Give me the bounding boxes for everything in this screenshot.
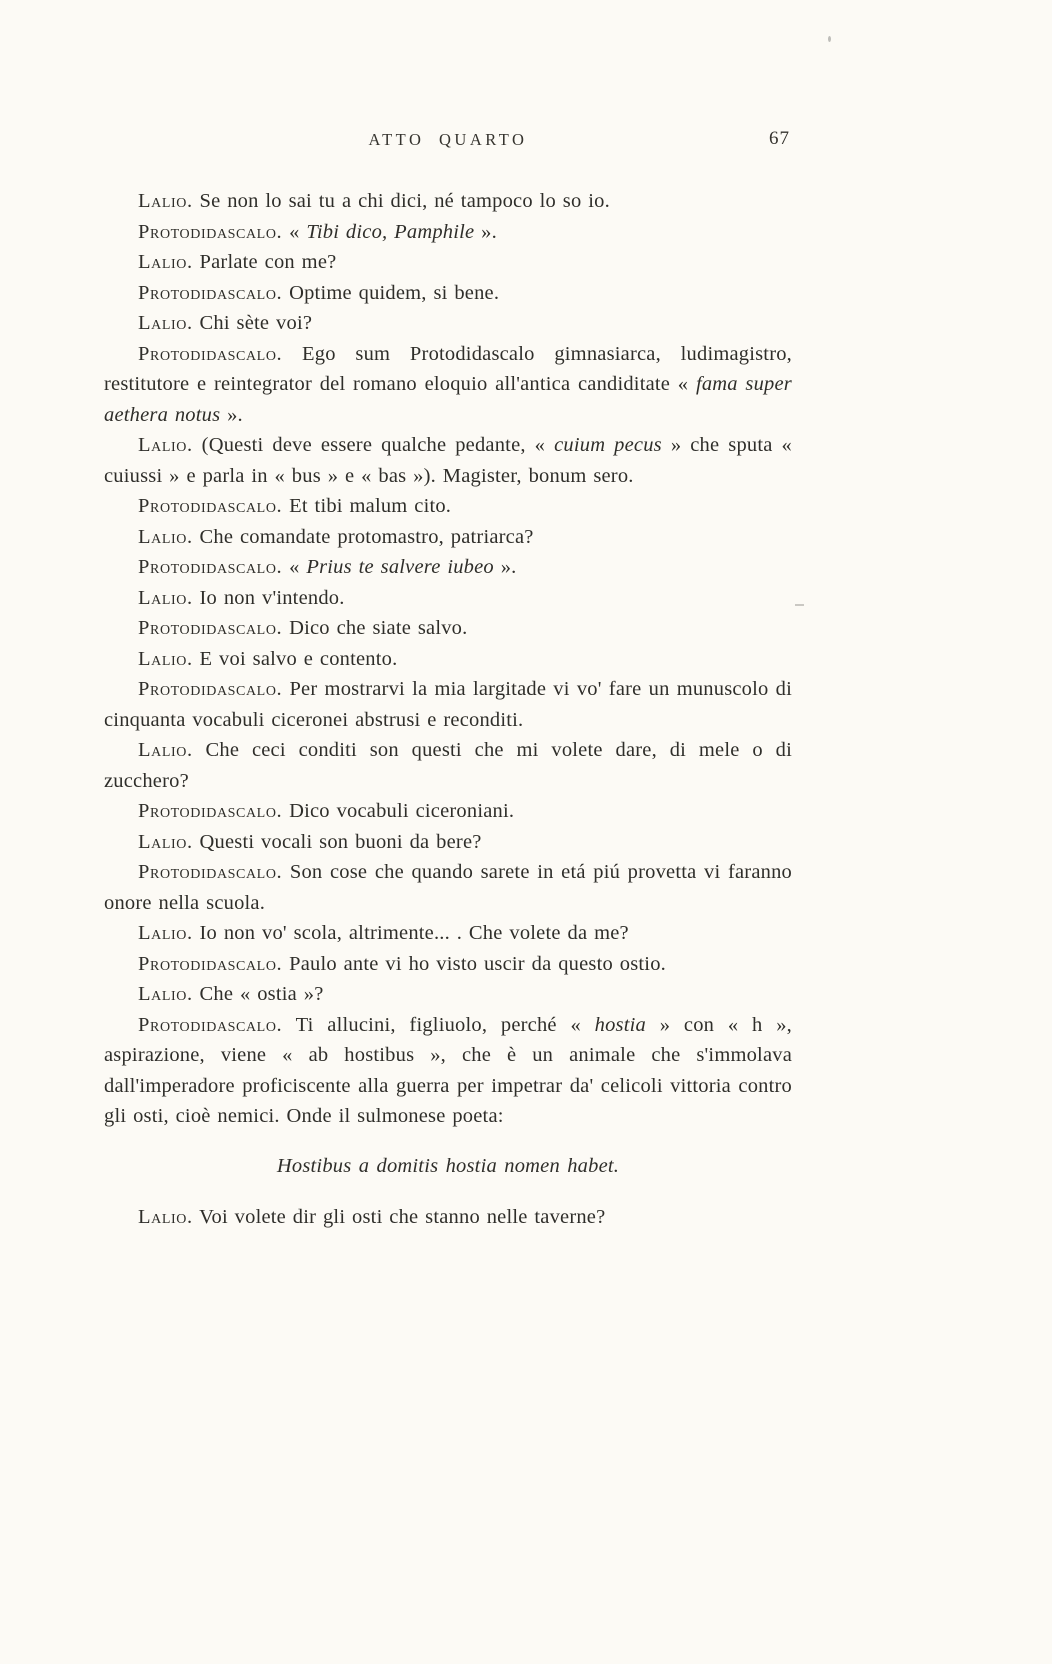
speaker-name: Lalio. <box>138 983 193 1005</box>
page-header <box>104 130 792 156</box>
dialogue-text: » con « h », aspirazione, viene « ab hostibus », che è un animale che s'immolava dall'imperadore proficiscente alla guerra per impetrar da' celicoli vittoria contro gli osti, cioè nemici. Onde il sulmonese poeta: <box>104 1013 793 1127</box>
speaker-name: Lalio. <box>138 830 193 853</box>
dialogue-text: Son cose che quando sarete in etá piú provetta vi faranno onore nella scuola. <box>104 861 792 914</box>
speaker-name: Protodidascalo. <box>138 342 283 365</box>
dialogue-paragraph <box>104 522 792 553</box>
speaker-name: Lalio. <box>138 251 193 273</box>
speaker-name: Protodidascalo. <box>138 800 283 822</box>
speaker-name: Protodidascalo. <box>138 220 283 243</box>
speaker-name: Lalio. <box>138 739 193 761</box>
dialogue-paragraph <box>104 430 792 491</box>
dialogue-paragraph <box>104 979 792 1010</box>
dialogue-paragraph <box>104 583 792 614</box>
running-title: ATTO QUARTO <box>368 130 528 149</box>
dialogue-text: Ego sum Protodidascalo gimnasiarca, ludimagistro, restitutore e reintegrator del romano eloquio all'antica candiditate « <box>104 342 792 395</box>
speaker-name: Lalio. <box>138 1206 193 1228</box>
dialogue-paragraph <box>104 674 792 735</box>
latin-quote: Tibi dico, Pamphile <box>306 220 475 243</box>
dialogue-text: » che sputa « cuiussi » e parla in « bus » e « bas »). Magister, bonum sero. <box>104 434 792 487</box>
dialogue-text: Per mostrarvi la mia largitade vi vo' fare un munuscolo di cinquanta vocabuli ciceronei abstrusi e reconditi. <box>104 678 792 731</box>
latin-quote: hostia <box>594 1013 646 1036</box>
dialogue-paragraph <box>104 491 792 522</box>
dialogue-text: Ti allucini, figliuolo, perché « <box>282 1013 595 1036</box>
dialogue-paragraph <box>104 735 792 796</box>
dialogue-paragraph <box>104 308 792 339</box>
dialogue-paragraph <box>104 918 792 949</box>
dialogue-text: Io non v'intendo. <box>192 586 345 609</box>
speaker-name: Lalio. <box>138 312 193 334</box>
speaker-name: Protodidascalo. <box>138 495 283 517</box>
dialogue-paragraph <box>104 247 792 278</box>
dialogue-text: Dico vocabuli ciceroniani. <box>282 800 515 822</box>
dialogue-text: Che ceci conditi son questi che mi volete dare, di mele o di zucchero? <box>104 739 792 792</box>
dialogue-paragraph <box>104 339 792 431</box>
speaker-name: Lalio. <box>138 922 193 944</box>
latin-quote: cuium pecus <box>554 434 662 456</box>
dialogue-paragraph <box>104 1010 792 1132</box>
dialogue-paragraph <box>104 186 792 217</box>
dialogue-text: Se non lo sai tu a chi dici, né tampoco lo so io. <box>192 190 610 212</box>
latin-quote: Hostibus a domitis hostia nomen habet. <box>276 1154 620 1177</box>
verse-line <box>104 1151 792 1182</box>
speaker-name: Lalio. <box>138 586 193 609</box>
dialogue-paragraph <box>104 644 792 675</box>
speaker-name: Lalio. <box>138 525 193 548</box>
dialogue-paragraph <box>104 217 792 248</box>
dialogue-text: Et tibi malum cito. <box>282 495 452 517</box>
scan-artifact <box>795 604 804 606</box>
dialogue-text: ». <box>220 403 243 426</box>
dialogue-text: Che « ostia »? <box>192 983 324 1005</box>
dialogue-paragraph <box>104 613 792 644</box>
dialogue-text: Questi vocali son buoni da bere? <box>192 830 482 853</box>
speaker-name: Protodidascalo. <box>138 861 283 883</box>
page-number: 67 <box>769 128 790 149</box>
dialogue-text: Paulo ante vi ho visto uscir da questo ostio. <box>282 952 666 975</box>
speaker-name: Protodidascalo. <box>138 678 283 700</box>
speaker-name: Lalio. <box>138 647 193 670</box>
speaker-name: Lalio. <box>138 434 193 456</box>
latin-quote: Prius te salvere iubeo <box>306 556 494 578</box>
page-body <box>104 186 792 1233</box>
dialogue-paragraph <box>104 827 792 858</box>
dialogue-text: ». <box>474 220 497 243</box>
dialogue-text: E voi salvo e contento. <box>192 647 398 670</box>
dialogue-text: Chi sète voi? <box>192 312 313 334</box>
dialogue-text: Io non vo' scola, altrimente... . Che volete da me? <box>192 922 629 944</box>
dialogue-text: ». <box>493 556 517 578</box>
dialogue-text: « <box>282 220 307 243</box>
speaker-name: Protodidascalo. <box>138 556 283 578</box>
dialogue-text: (Questi deve essere qualche pedante, « <box>192 434 555 456</box>
speaker-name: Protodidascalo. <box>138 617 283 639</box>
dialogue-paragraph <box>104 552 792 583</box>
dialogue-paragraph <box>104 1202 792 1233</box>
dialogue-text: Che comandate protomastro, patriarca? <box>192 525 534 548</box>
speaker-name: Lalio. <box>138 190 193 212</box>
speaker-name: Protodidascalo. <box>138 281 283 304</box>
dialogue-paragraph <box>104 796 792 827</box>
dialogue-paragraph <box>104 278 792 309</box>
dialogue-text: Parlate con me? <box>192 251 337 273</box>
dialogue-text: Optime quidem, si bene. <box>282 281 500 304</box>
dialogue-text: Dico che siate salvo. <box>282 617 468 639</box>
dialogue-paragraph <box>104 949 792 980</box>
dialogue-text: « <box>282 556 307 578</box>
latin-quote: fama super aethera notus <box>104 373 792 426</box>
dialogue-text: Voi volete dir gli osti che stanno nelle taverne? <box>192 1206 606 1228</box>
speaker-name: Protodidascalo. <box>138 952 283 975</box>
speaker-name: Protodidascalo. <box>138 1013 283 1036</box>
scan-artifact <box>828 36 831 42</box>
dialogue-paragraph <box>104 857 792 918</box>
